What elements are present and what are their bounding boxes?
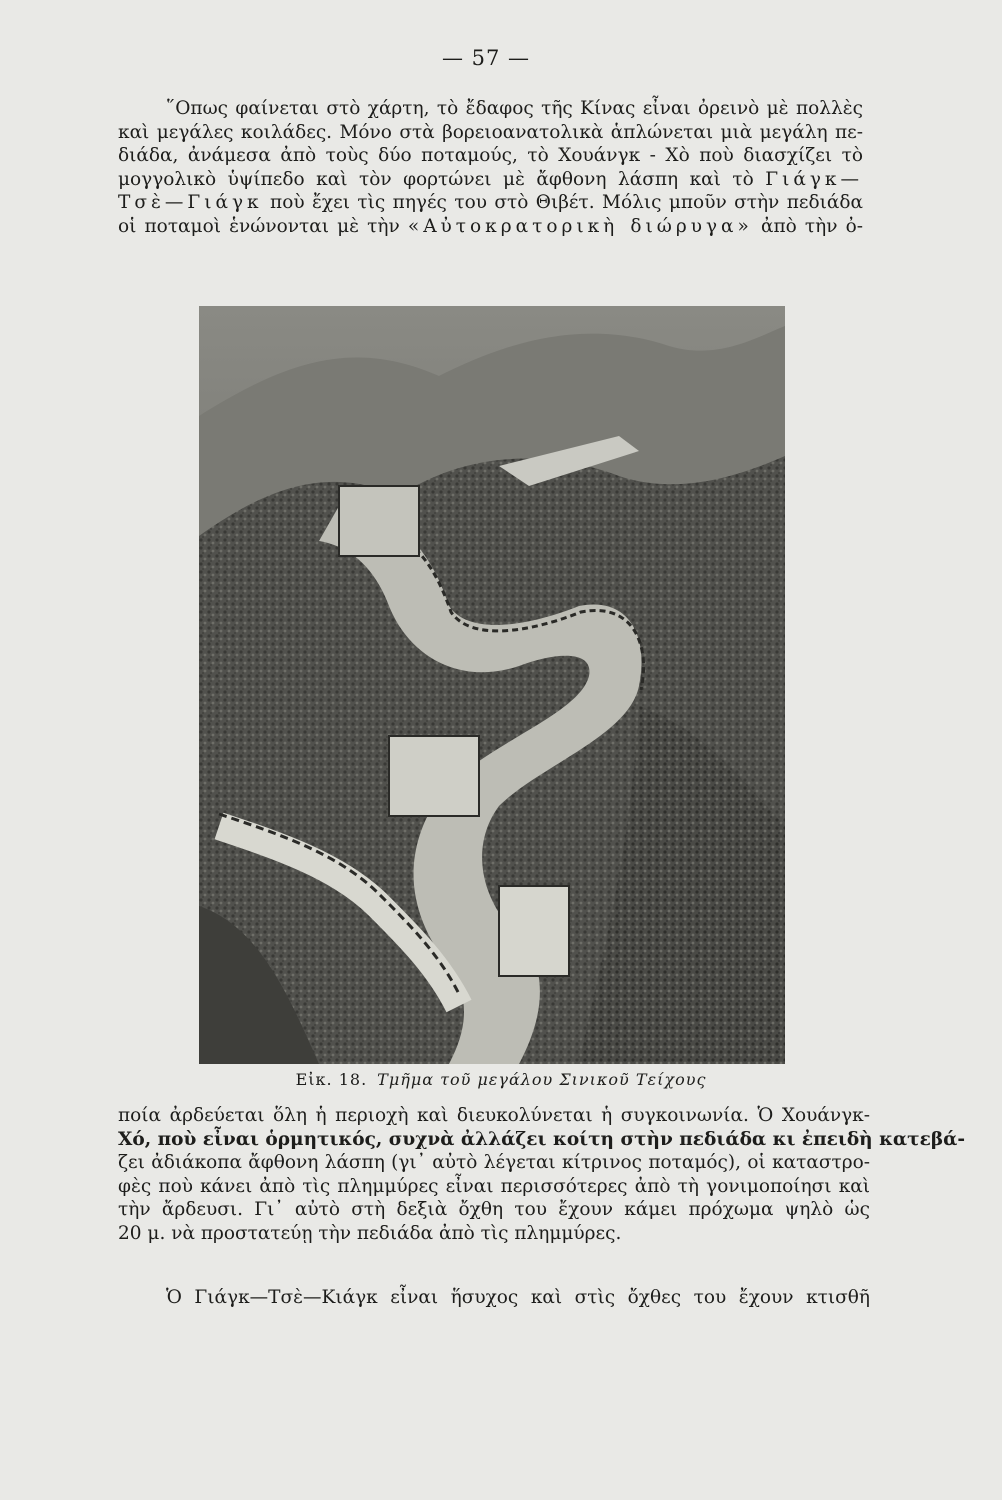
caption-number: Εἰκ. 18. bbox=[295, 1070, 368, 1089]
text-line: Ὁ Γιάγκ—Τσὲ—Κιάγκ εἶναι ἥσυχος καὶ στὶς ὄχθες του ἔχουν κτισθῆ bbox=[166, 1287, 870, 1308]
paragraph-yangtze bbox=[118, 1286, 870, 1310]
text-line bbox=[118, 215, 863, 239]
text-line: διάδα, ἀνάμεσα ἀπὸ τοὺς δύο ποταμούς, τὸ Χουάνγκ - Χὸ ποὺ διασχίζει τὸ bbox=[118, 145, 863, 167]
great-wall-photo bbox=[199, 306, 785, 1064]
paragraph-huang-he bbox=[118, 1104, 966, 1246]
text-line: φὲς ποὺ κάνει ἀπὸ τὶς πλημμύρες εἶναι περισσότερες ἀπὸ τὴ γονιμοποίησι καὶ bbox=[118, 1175, 870, 1197]
text-line: τὴν ἄρδευσι. Γι᾽ αὐτὸ στὴ δεξιὰ ὄχθη του ἔχουν κάμει πρόχωμα ψηλὸ ὡς bbox=[118, 1199, 870, 1221]
text-line: καὶ μεγάλες κοιλάδες. Μόνο στὰ βορειοανατολικὰ ἁπλώνεται μιὰ μεγάλη πε- bbox=[118, 121, 863, 143]
text-fragment: ποὺ ἔχει τὶς πηγές του στὸ Θιβέτ. Μόλις μποῦν στὴν πεδιάδα bbox=[270, 192, 863, 214]
canal-name: «Αὐτοκρατορικὴ διώρυγα» bbox=[407, 215, 753, 237]
text-fragment: οἱ ποταμοὶ ἑνώνονται μὲ τὴν bbox=[118, 215, 400, 237]
river-name: Τσὲ—Γιάγκ bbox=[118, 192, 263, 214]
river-name: Γιάγκ— bbox=[765, 168, 863, 190]
text-line: ποία ἀρδεύεται ὅλη ἡ περιοχὴ καὶ διευκολύνεται ἡ συγκοινωνία. Ὁ Χουάνγκ- bbox=[118, 1105, 870, 1126]
text-line: ῞Οπως φαίνεται στὸ χάρτη, τὸ ἔδαφος τῆς Κίνας εἶναι ὀρεινὸ μὲ πολλὲς bbox=[166, 98, 863, 119]
text-line: ζει ἀδιάκοπα ἄφθονη λάσπη (γι᾽ αὐτὸ λέγεται κίτρινος ποταμός), οἱ καταστρο- bbox=[118, 1152, 870, 1174]
page-number: — 57 — bbox=[441, 46, 531, 70]
photo-illustration bbox=[199, 306, 785, 1064]
text-line: 20 μ. νὰ προστατεύῃ τὴν πεδιάδα ἀπὸ τὶς πλημμύρες. bbox=[118, 1222, 622, 1244]
text-line bbox=[118, 191, 863, 215]
figure-caption bbox=[0, 1070, 1002, 1089]
paragraph-intro bbox=[118, 97, 863, 239]
text-fragment: μογγολικὸ ὑψίπεδο καὶ τὸν φορτώνει μὲ ἄφθονη λάσπη καὶ τὸ bbox=[118, 168, 754, 190]
text-line bbox=[118, 168, 863, 192]
text-line: Χό, ποὺ εἶναι ὁρμητικός, συχνὰ ἀλλάζει κοίτη στὴν πεδιάδα κι ἐπειδὴ κατεβά- bbox=[118, 1128, 966, 1150]
text-fragment: ἀπὸ τὴν ὀ- bbox=[761, 215, 863, 237]
caption-text: Τμῆμα τοῦ μεγάλου Σινικοῦ Τείχους bbox=[377, 1070, 707, 1089]
